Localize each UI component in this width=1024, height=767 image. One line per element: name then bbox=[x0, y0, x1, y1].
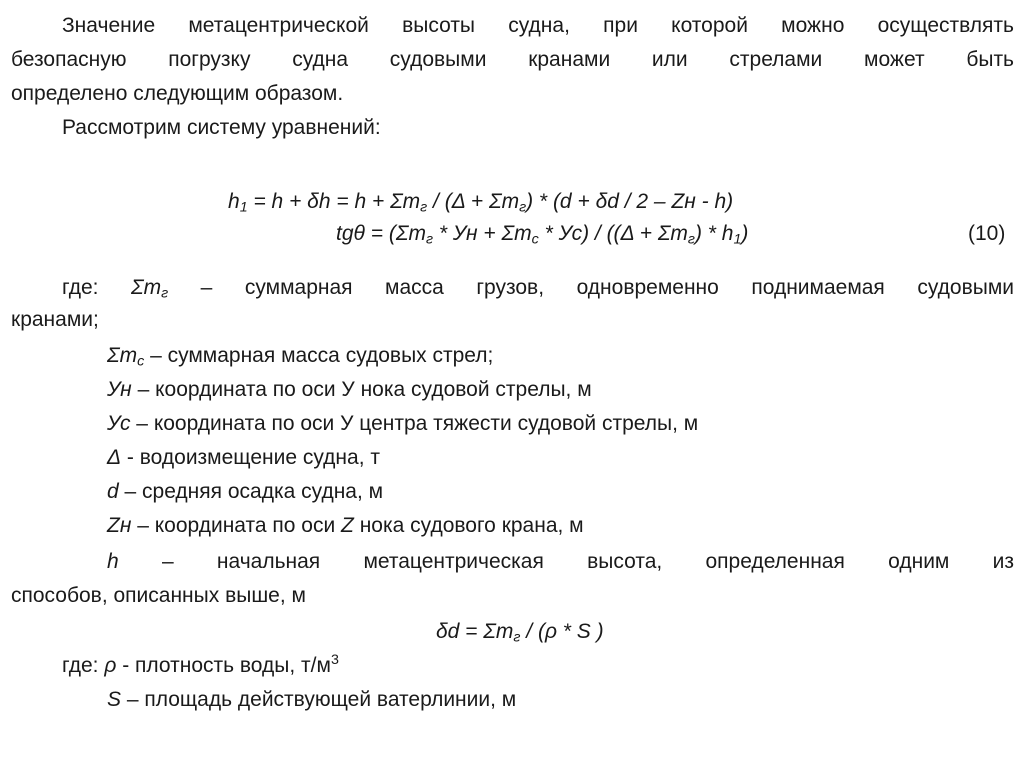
def-rho: где: ρ - плотность воды, $т/м^3$ bbox=[62, 652, 339, 677]
def-sum-mg: где: $\Sigma m_г$ – суммарная масса грузов, одновременно поднимаемая судовыми bbox=[62, 276, 1014, 302]
intro-line-3: определено следующим образом. bbox=[11, 82, 344, 105]
def-h-cont: способов, описанных выше, м bbox=[11, 584, 306, 607]
equation-3: $\delta d = \Sigma m_г / (\rho * S$ ) bbox=[436, 620, 604, 646]
def-h: h – начальная метацентрическая высота, определенная одним из bbox=[107, 550, 1014, 573]
intro-line-1: Значение метацентрической высоты судна, при которой можно осуществлять bbox=[62, 14, 1014, 37]
intro-line-4: Рассмотрим систему уравнений: bbox=[62, 116, 381, 139]
def-sum-mc: $\Sigma m_c$ – суммарная масса судовых стрел; bbox=[107, 344, 494, 370]
equation-number: (10) bbox=[968, 222, 1006, 245]
intro-line-2: безопасную погрузку судна судовыми кранами или стрелами может быть bbox=[11, 48, 1014, 71]
equation-2: $tg\theta = (\Sigma m_г$ * Ун + $\Sigma m_c * Ус) / ((\Delta + \Sigma m_г) * h_1)$ bbox=[336, 222, 749, 248]
equation-1: $h_1 = h + \delta h = h + \Sigma m_г / (\Delta + \Sigma m_г) * (d + \delta d / 2$ – Zн - h) bbox=[228, 190, 734, 216]
def-sum-mg-cont: кранами; bbox=[11, 308, 99, 331]
def-s: S – площадь действующей ватерлинии, м bbox=[107, 688, 517, 711]
def-d: d – средняя осадка судна, м bbox=[107, 480, 384, 503]
def-yc: Ус – координата по оси У центра тяжести судовой стрелы, м bbox=[107, 412, 699, 435]
def-delta: Δ - водоизмещение судна, т bbox=[107, 446, 380, 469]
def-zn: Zн – координата по оси Z нока судового крана, м bbox=[107, 514, 584, 537]
def-yn: Ун – координата по оси У нока судовой стрелы, м bbox=[107, 378, 592, 401]
